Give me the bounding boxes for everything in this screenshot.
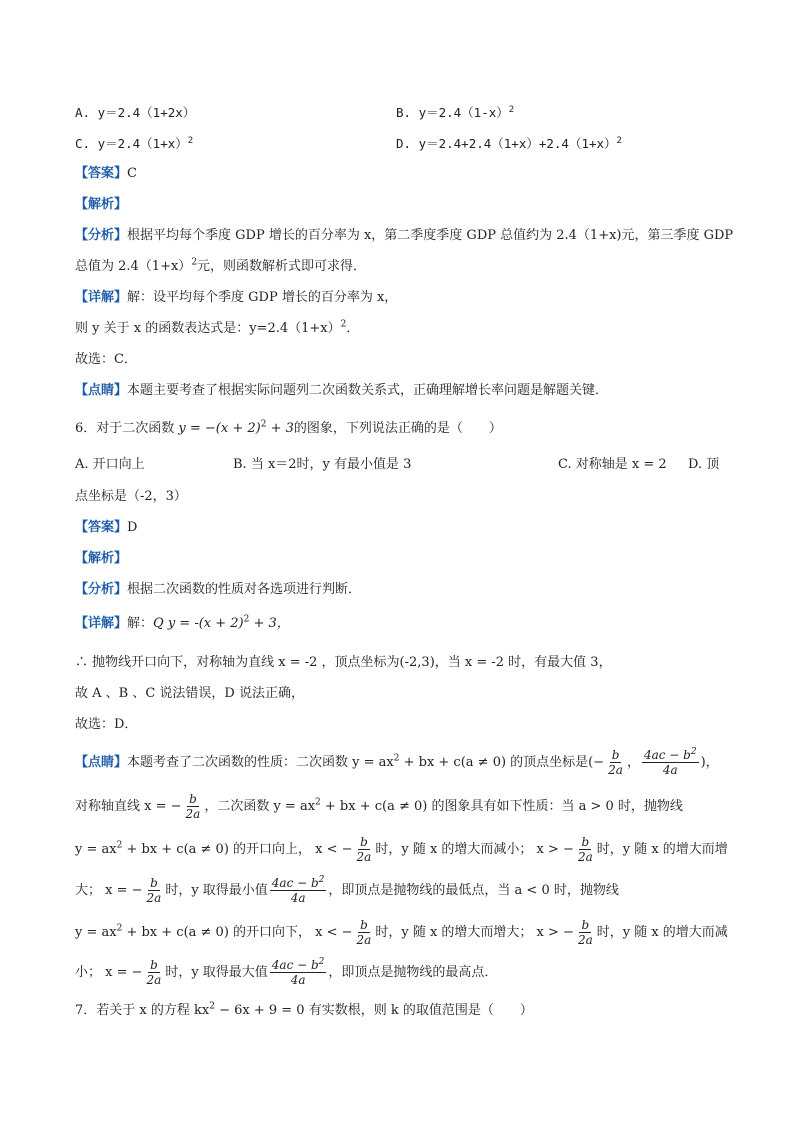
q6-fenxi: 【分析】根据二次函数的性质对各选项进行判断． — [75, 582, 362, 597]
q5-fenxi-line1: 【分析】根据平均每个季度 GDP 增长的百分率为 x，第二季度季度 GDP 总值约为 2.4（1+x)元，第三季度 GDP — [75, 228, 734, 243]
q6-line3: 故 A 、B 、C 说法错误，D 说法正确， — [75, 686, 304, 701]
q6-stem: 6．对于二次函数 $y = -(x + 2)^2 + 3$的图象，下列说法正确的是（ ） — [75, 419, 502, 436]
q5-choose: 故选：C． — [75, 352, 137, 367]
q5-dianjing: 【点睛】本题主要考查了根据实际问题列二次函数关系式，正确理解增长率问题是解题关键． — [75, 383, 609, 398]
q6-choose: 故选：D． — [75, 717, 138, 732]
q6-dianjing-line3: $y = ax^2$ + bx + c(a ≠ 0) 的开口向上， x < − $\frac{b}{2a}$ 时，y 随 x 的增大而减小； x > − $\frac{b}{2a}$ 时，y 随 x 的增大而增 — [75, 835, 728, 864]
q5-option-b: B. $y=2.4(1-x)^2$ — [396, 104, 515, 120]
q6-xiangjie: 【详解】解：Q $y = -(x + 2)^2 + 3$， — [75, 614, 290, 631]
q5-xiangjie-line2: 则 y 关于 x 的函数表达式是：$y=2.4(1+x)^2$． — [75, 319, 360, 336]
q5-option-d: D. $y=2.4+2.4(1+x)+2.4(1+x)^2$ — [396, 135, 622, 151]
q6-line2: ∴ 抛物线开口向下，对称轴为直线 x = -2 ，顶点坐标为(-2,3)，当 x = -2 时，有最大值 3， — [75, 655, 612, 670]
q6-option-a: A. 开口向上 — [75, 457, 145, 472]
q6-dianjing-line5: $y = ax^2$ + bx + c(a ≠ 0) 的开口向下， x < − $\frac{b}{2a}$ 时，y 随 x 的增大而增大； x > − $\frac{b}{2a}$ 时，y 随 x 的增大而减 — [75, 918, 728, 947]
q5-option-a: A. y＝2.4（1+2x） — [75, 105, 196, 120]
q6-answer: 【答案】D — [75, 520, 138, 535]
q6-dianjing-line1: 【点睛】本题考查了二次函数的性质：二次函数 $y = ax^2$ + bx + c(a ≠ 0) 的顶点坐标是(− $\frac{b}{2a}$ ， $\frac{4ac - b^2}{4a}$ )， — [75, 747, 719, 777]
q5-xiangjie-line1: 【详解】解：设平均每个季度 GDP 增长的百分率为 x， — [75, 290, 398, 305]
q5-fenxi-line2: 总值为 $2.4(1+x)^2$元，则函数解析式即可求得． — [75, 257, 367, 274]
q6-analysis-tag: 【解析】 — [75, 551, 128, 566]
q6-option-d: D. 顶 — [688, 457, 720, 472]
q6-option-d-cont: 点坐标是（-2，3） — [75, 489, 187, 504]
q6-dianjing-line6: 小； x = − $\frac{b}{2a}$ 时，y 取得最大值 $\frac{4ac - b^2}{4a}$ ，即顶点是抛物线的最高点． — [75, 957, 498, 987]
q6-dianjing-line2: 对称轴直线 x = − $\frac{b}{2a}$ ，二次函数 $y = ax^2$ + bx + c(a ≠ 0) 的图象具有如下性质：当 a > 0 时，抛物线 — [75, 792, 683, 821]
q5-answer: 【答案】C — [75, 166, 137, 181]
q6-dianjing-line4: 大； x = − $\frac{b}{2a}$ 时，y 取得最小值 $\frac{4ac - b^2}{4a}$ ，即顶点是抛物线的最低点，当 a < 0 时，抛物线 — [75, 875, 619, 905]
q5-option-c: C. $y=2.4(1+x)^2$ — [75, 135, 194, 151]
q6-option-c: C. 对称轴是 x = 2 — [558, 457, 667, 472]
q5-analysis-tag: 【解析】 — [75, 197, 128, 212]
q7-stem: 7．若关于 x 的方程 $kx^2 - 6x + 9 = 0$ 有实数根，则 k 的取值范围是（ ） — [75, 1001, 533, 1018]
q6-option-b: B. 当 x＝2时，y 有最小值是 3 — [233, 457, 412, 472]
